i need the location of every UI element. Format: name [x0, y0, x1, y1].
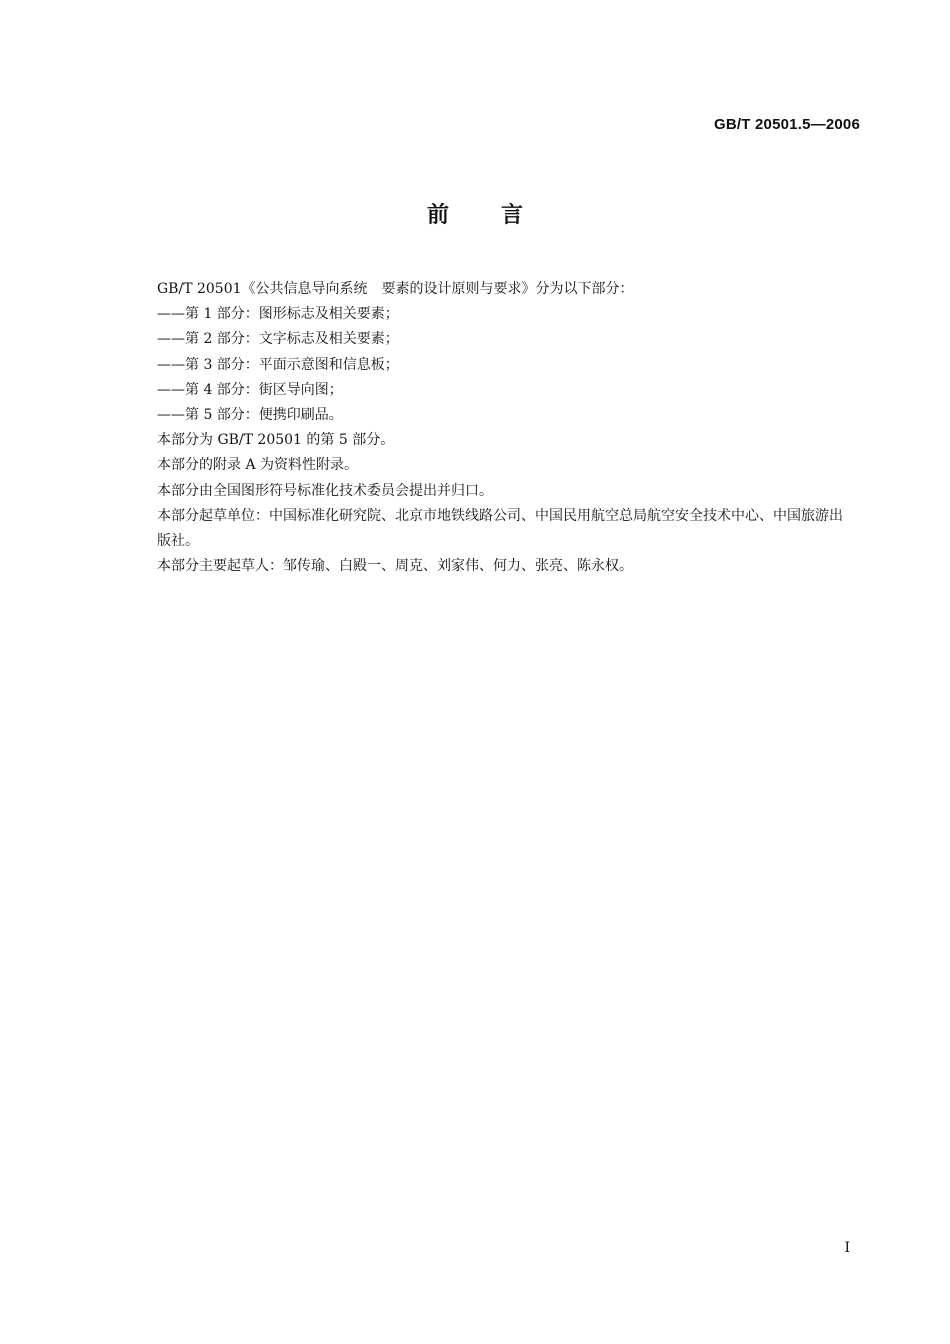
paragraph-drafting-units: 本部分起草单位：中国标准化研究院、北京市地铁线路公司、中国民用航空总局航空安全技术中心、中国旅游出版社。	[157, 507, 843, 550]
paragraph-intro: GB/T 20501《公共信息导向系统 要素的设计原则与要求》分为以下部分：	[157, 281, 634, 297]
title-char-2: 言	[501, 203, 524, 228]
list-item-part-3: ——第 3 部分：平面示意图和信息板；	[157, 356, 399, 373]
paragraph-proposer: 本部分由全国图形符号标准化技术委员会提出并归口。	[157, 482, 493, 499]
paragraph-drafters: 本部分主要起草人：邹传瑜、白殿一、周克、刘家伟、何力、张亮、陈永权。	[157, 558, 633, 575]
page-title	[0, 198, 950, 229]
page-number: I	[844, 1240, 850, 1256]
list-item-part-5: ——第 5 部分：便携印刷品。	[157, 407, 343, 424]
list-item-part-2: ——第 2 部分：文字标志及相关要素；	[157, 331, 399, 348]
foreword-body	[157, 277, 847, 579]
paragraph-annex: 本部分的附录 A 为资料性附录。	[157, 457, 359, 474]
title-char-1: 前	[426, 203, 449, 228]
standard-number: GB/T 20501.5—2006	[714, 116, 860, 133]
list-item-part-4: ——第 4 部分：街区导向图；	[157, 381, 343, 398]
list-item-part-1: ——第 1 部分：图形标志及相关要素；	[157, 306, 399, 323]
paragraph-part-statement: 本部分为 GB/T 20501 的第 5 部分。	[157, 432, 395, 449]
